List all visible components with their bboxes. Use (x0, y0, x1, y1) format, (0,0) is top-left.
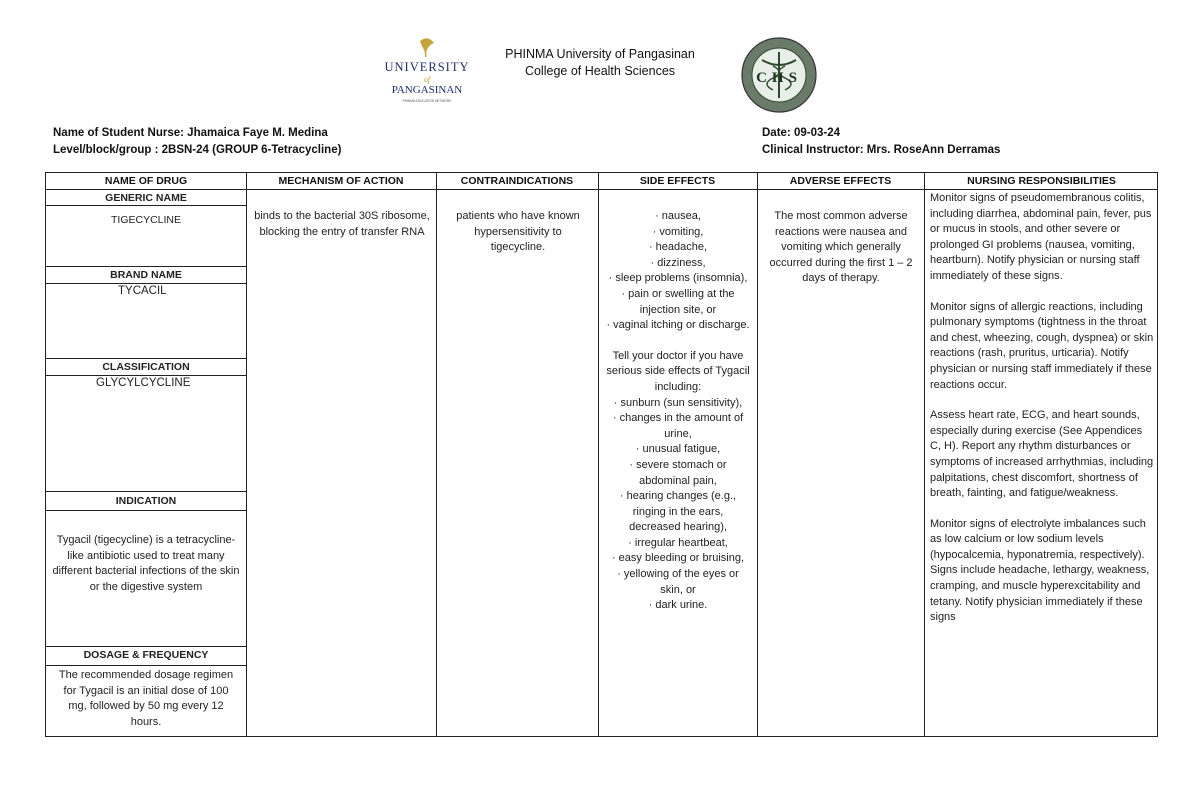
section-divider (46, 491, 246, 492)
level-block-group: Level/block/group : 2BSN-24 (GROUP 6-Tetracycline) (53, 144, 342, 156)
logo-tagline: PHINMA EDUCATION NETWORK (402, 99, 452, 103)
side-effects-intro: Tell your doctor if you have serious side effects of Tygacil including: (606, 349, 750, 393)
serious-side-effect-item: · hearing changes (e.g., ringing in the ears, decreased hearing), (619, 490, 737, 534)
serious-side-effect-item: · easy bleeding or bruising, (611, 552, 745, 565)
nursing-paragraph: Assess heart rate, ECG, and heart sounds, especially during exercise (See Appendices C, H). Report any rhythm disturbances or symptoms of increased arrhythmias, including palpitations, chest discomfort, shortness of breath, fainting, and fatigue/weakness. (930, 409, 1154, 500)
col-divider (436, 173, 437, 736)
col-header-side-effects: SIDE EFFECTS (639, 175, 716, 187)
serious-side-effect-item: · severe stomach or abdominal pain, (629, 458, 727, 487)
col-header-contraindications: CONTRAINDICATIONS (460, 175, 574, 187)
university-logo (380, 35, 475, 120)
col-header-adverse-effects: ADVERSE EFFECTS (789, 175, 892, 187)
serious-side-effect-item: · dark urine. (648, 599, 708, 612)
brand-name-value: TYCACIL (118, 285, 167, 297)
clinical-instructor: Clinical Instructor: Mrs. RoseAnn Derramas (762, 144, 1001, 156)
side-effect-item: · nausea, (655, 210, 701, 222)
date-instructor-info (762, 125, 1000, 159)
logo-line3: PANGASINAN (391, 84, 463, 96)
institution-header (470, 46, 730, 80)
serious-side-effect-item: · unusual fatigue, (635, 443, 721, 456)
nursing-paragraph: Monitor signs of electrolyte imbalances such as low calcium or low sodium levels (hypocalcemia, hyponatremia, respectively). Signs include headache, lethargy, weakness, cramping, and muscle hyperexcitability and tetany. Notify physician immediately if these signs (930, 517, 1150, 624)
logo-line1: UNIVERSITY (384, 60, 470, 74)
section-divider (46, 205, 246, 206)
col-divider (246, 173, 247, 736)
serious-side-effect-item: · irregular heartbeat, (628, 536, 728, 549)
indication-value: Tygacil (tigecycline) is a tetracycline-like antibiotic used to treat many different bacterial infections of the skin or the digestive system (52, 534, 240, 593)
seal-letters: CHS (756, 70, 802, 86)
nursing-paragraph: Monitor signs of allergic reactions, including pulmonary symptoms (tightness in the throat and chest, wheezing, cough, dyspnea) or skin reactions (rash, pruritus, urticaria). Notify physician or nursing staff immediately if these reactions occur. (930, 300, 1154, 391)
drug-study-table (45, 172, 1158, 737)
serious-side-effect-item: · yellowing of the eyes or skin, or (617, 568, 739, 596)
nursing-responsibilities-text (930, 191, 1156, 736)
side-effect-item: · vaginal itching or discharge. (606, 319, 750, 332)
col-header-name-of-drug: NAME OF DRUG (104, 175, 188, 187)
side-effect-item: · vomiting, (652, 225, 704, 238)
logo-line2: of (423, 75, 431, 84)
col-header-mechanism: MECHANISM OF ACTION (278, 175, 404, 187)
section-divider (46, 646, 246, 647)
col-divider (924, 173, 925, 736)
side-effects-text (606, 209, 750, 614)
college-name: College of Health Sciences (524, 64, 676, 78)
section-divider (46, 358, 246, 359)
side-effect-item: · sleep problems (insomnia), (608, 272, 748, 285)
side-effect-item: · headache, (648, 241, 708, 254)
dosage-value: The recommended dosage regimen for Tygacil is an initial dose of 100 mg, followed by 50 mg every 12 hours. (58, 669, 234, 728)
university-crest-icon (380, 35, 475, 120)
chs-seal-icon (740, 36, 818, 114)
section-divider (46, 266, 246, 267)
section-divider (46, 510, 246, 511)
brand-name-label: BRAND NAME (110, 269, 182, 281)
serious-side-effect-item: · sunburn (sun sensitivity), (613, 396, 743, 409)
contraindications-text: patients who have known hypersensitivity to tigecycline. (456, 210, 580, 254)
section-divider (46, 665, 246, 666)
adverse-effects-text: The most common adverse reactions were nausea and vomiting which generally occurred during the first 1 – 2 days of therapy. (769, 210, 913, 285)
dosage-label: DOSAGE & FREQUENCY (83, 649, 209, 661)
classification-label: CLASSIFICATION (102, 361, 190, 373)
serious-side-effect-item: · changes in the amount of urine, (612, 412, 744, 440)
side-effect-item: · pain or swelling at the injection site, or (621, 287, 735, 316)
university-name: PHINMA University of Pangasinan (505, 47, 695, 61)
generic-name-label: GENERIC NAME (105, 192, 187, 204)
side-effect-item: · dizziness, (650, 256, 706, 269)
col-header-nursing: NURSING RESPONSIBILITIES (967, 175, 1116, 187)
college-seal (740, 36, 818, 114)
indication-label: INDICATION (115, 495, 177, 507)
generic-name-value: TIGECYCLINE (111, 214, 182, 226)
col-divider (757, 173, 758, 736)
student-nurse-name: Name of Student Nurse: Jhamaica Faye M. Medina (53, 127, 328, 139)
nursing-paragraph: Monitor signs of pseudomembranous colitis, including diarrhea, abdominal pain, fever, pus or mucus in stools, and other severe or prolonged GI problems (nausea, vomiting, heartburn). Notify physician or nursing staff immediately of these signs. (930, 192, 1152, 282)
student-info (53, 125, 341, 159)
classification-value: GLYCYLCYCLINE (96, 377, 191, 389)
mechanism-text: binds to the bacterial 30S ribosome, blocking the entry of transfer RNA (254, 210, 430, 238)
col-divider (598, 173, 599, 736)
date-text: Date: 09-03-24 (762, 127, 840, 139)
